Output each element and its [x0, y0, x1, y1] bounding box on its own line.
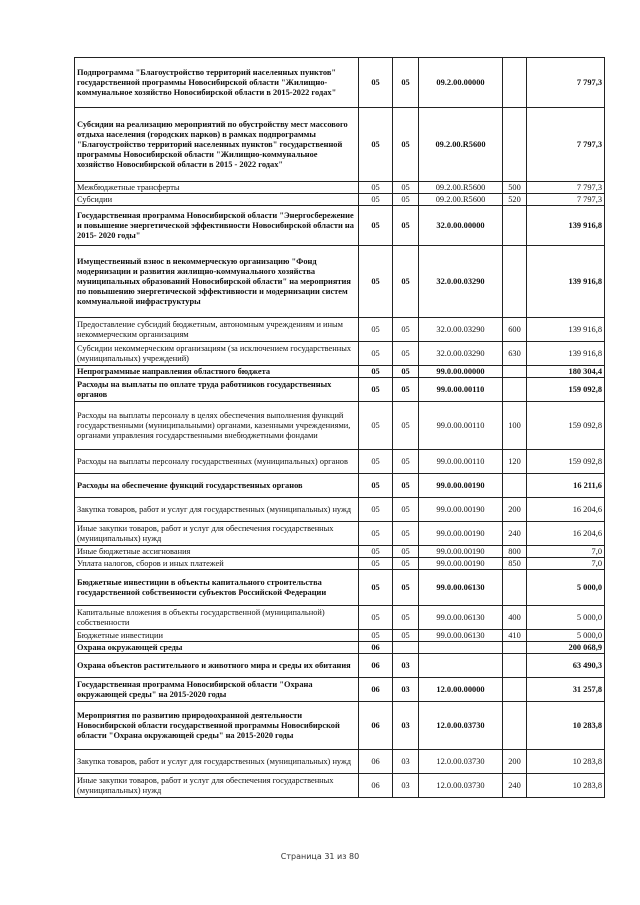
table-row: [75, 206, 605, 246]
row-target-article: 99.0.00.06130: [419, 606, 503, 630]
row-amount: 139 916,8: [527, 318, 605, 342]
row-amount: 16 204,6: [527, 498, 605, 522]
row-amount: 5 000,0: [527, 630, 605, 642]
row-description: Субсидии: [75, 194, 359, 206]
row-section: 06: [359, 642, 393, 654]
row-amount: 180 304,4: [527, 366, 605, 378]
row-subsection: 03: [393, 750, 419, 774]
row-section: 05: [359, 58, 393, 108]
row-subsection: 05: [393, 206, 419, 246]
row-subsection: 05: [393, 58, 419, 108]
row-expense-type: [503, 642, 527, 654]
row-amount: 16 211,6: [527, 474, 605, 498]
row-section: 05: [359, 630, 393, 642]
row-expense-type: [503, 108, 527, 182]
row-target-article: [419, 654, 503, 678]
row-target-article: 32.0.00.03290: [419, 342, 503, 366]
row-description: Бюджетные инвестиции в объекты капитального строительства государственной собственности субъектов Российской Федерации: [75, 570, 359, 606]
row-description: Непрограммные направления областного бюджета: [75, 366, 359, 378]
row-target-article: 12.0.00.03730: [419, 774, 503, 798]
row-target-article: 09.2.00.00000: [419, 58, 503, 108]
table-row: [75, 342, 605, 366]
table-row: [75, 318, 605, 342]
table-row: [75, 108, 605, 182]
row-amount: 16 204,6: [527, 522, 605, 546]
row-target-article: 99.0.00.00190: [419, 498, 503, 522]
row-amount: 200 068,9: [527, 642, 605, 654]
table-row: [75, 774, 605, 798]
row-section: 05: [359, 474, 393, 498]
table-row: [75, 606, 605, 630]
row-amount: 10 283,8: [527, 774, 605, 798]
table-row: [75, 750, 605, 774]
row-amount: 7 797,3: [527, 182, 605, 194]
row-description: Охрана окружающей среды: [75, 642, 359, 654]
row-amount: 7,0: [527, 558, 605, 570]
row-target-article: 09.2.00.R5600: [419, 108, 503, 182]
row-section: 05: [359, 498, 393, 522]
row-expense-type: 240: [503, 522, 527, 546]
row-expense-type: [503, 474, 527, 498]
row-section: 05: [359, 606, 393, 630]
row-expense-type: 630: [503, 342, 527, 366]
row-subsection: 05: [393, 182, 419, 194]
row-amount: 63 490,3: [527, 654, 605, 678]
row-subsection: 05: [393, 108, 419, 182]
budget-table: [74, 57, 605, 798]
row-section: 05: [359, 194, 393, 206]
row-expense-type: [503, 366, 527, 378]
row-target-article: [419, 642, 503, 654]
row-section: 06: [359, 678, 393, 702]
row-expense-type: 120: [503, 450, 527, 474]
row-amount: 139 916,8: [527, 206, 605, 246]
row-target-article: 32.0.00.03290: [419, 246, 503, 318]
row-description: Субсидии на реализацию мероприятий по обустройству мест массового отдыха населения (городских парков) в рамках подпрограммы "Благоустройство территорий населенных пунктов" государственной программы Новосибирской области "Жилищно-коммунальное хозяйство Новосибирской области в 2015 - 2022 годах": [75, 108, 359, 182]
row-description: Бюджетные инвестиции: [75, 630, 359, 642]
table-row: [75, 366, 605, 378]
row-description: Государственная программа Новосибирской области "Охрана окружающей среды" на 2015-2020 годы: [75, 678, 359, 702]
row-description: Уплата налогов, сборов и иных платежей: [75, 558, 359, 570]
row-target-article: 12.0.00.03730: [419, 750, 503, 774]
row-expense-type: 800: [503, 546, 527, 558]
table-row: [75, 58, 605, 108]
row-expense-type: [503, 654, 527, 678]
row-target-article: 99.0.00.00000: [419, 366, 503, 378]
row-section: 05: [359, 318, 393, 342]
row-target-article: 99.0.00.00190: [419, 558, 503, 570]
row-description: Расходы на обеспечение функций государственных органов: [75, 474, 359, 498]
table-row: [75, 546, 605, 558]
table-row: [75, 194, 605, 206]
row-amount: 31 257,8: [527, 678, 605, 702]
row-section: 05: [359, 366, 393, 378]
budget-table-body: [75, 58, 605, 798]
row-description: Подпрограмма "Благоустройство территорий населенных пунктов" государственной программы Новосибирской области "Жилищно-коммунальное хозяйство Новосибирской области в 2015-2022 годах": [75, 58, 359, 108]
row-subsection: 05: [393, 194, 419, 206]
table-row: [75, 246, 605, 318]
table-row: [75, 654, 605, 678]
table-row: [75, 558, 605, 570]
table-row: [75, 522, 605, 546]
row-amount: 139 916,8: [527, 246, 605, 318]
row-amount: 10 283,8: [527, 702, 605, 750]
row-target-article: 32.0.00.03290: [419, 318, 503, 342]
table-row: [75, 570, 605, 606]
row-subsection: 05: [393, 498, 419, 522]
row-section: 06: [359, 750, 393, 774]
row-expense-type: 100: [503, 402, 527, 450]
row-section: 05: [359, 570, 393, 606]
row-description: Имущественный взнос в некоммерческую организацию "Фонд модернизации и развития жилищно-коммунального хозяйства муниципальных образований Новосибирской области" на мероприятия по повышению энергетической эффективности и модернизации систем коммунальной инфраструктуры: [75, 246, 359, 318]
row-amount: 159 092,8: [527, 450, 605, 474]
row-target-article: 99.0.00.00110: [419, 450, 503, 474]
table-row: [75, 378, 605, 402]
row-section: 05: [359, 342, 393, 366]
row-description: Субсидии некоммерческим организациям (за исключением государственных (муниципальных) учреждений): [75, 342, 359, 366]
row-subsection: 03: [393, 702, 419, 750]
row-expense-type: 410: [503, 630, 527, 642]
row-subsection: 05: [393, 546, 419, 558]
table-row: [75, 450, 605, 474]
row-subsection: 05: [393, 570, 419, 606]
row-section: 05: [359, 558, 393, 570]
row-target-article: 12.0.00.00000: [419, 678, 503, 702]
table-row: [75, 498, 605, 522]
row-expense-type: 850: [503, 558, 527, 570]
row-expense-type: [503, 678, 527, 702]
row-description: Расходы на выплаты по оплате труда работников государственных органов: [75, 378, 359, 402]
row-description: Государственная программа Новосибирской области "Энергосбережение и повышение энергетической эффективности Новосибирской области на 2015- 2020 годы": [75, 206, 359, 246]
row-section: 06: [359, 774, 393, 798]
row-expense-type: [503, 58, 527, 108]
row-expense-type: 240: [503, 774, 527, 798]
row-subsection: 05: [393, 342, 419, 366]
row-subsection: 05: [393, 378, 419, 402]
row-description: Иные закупки товаров, работ и услуг для обеспечения государственных (муниципальных) нужд: [75, 774, 359, 798]
row-description: Капитальные вложения в объекты государственной (муниципальной) собственности: [75, 606, 359, 630]
row-target-article: 32.0.00.00000: [419, 206, 503, 246]
row-description: Мероприятия по развитию природоохранной деятельности Новосибирской области государственной программы Новосибирской области "Охрана окружающей среды" на 2015-2020 годы: [75, 702, 359, 750]
row-section: 05: [359, 522, 393, 546]
row-target-article: 99.0.00.06130: [419, 570, 503, 606]
table-row: [75, 642, 605, 654]
row-subsection: 05: [393, 474, 419, 498]
row-amount: 5 000,0: [527, 606, 605, 630]
table-row: [75, 678, 605, 702]
table-row: [75, 702, 605, 750]
row-expense-type: 200: [503, 750, 527, 774]
row-expense-type: 500: [503, 182, 527, 194]
table-row: [75, 402, 605, 450]
row-expense-type: [503, 570, 527, 606]
row-subsection: 05: [393, 450, 419, 474]
table-row: [75, 474, 605, 498]
row-section: 05: [359, 402, 393, 450]
row-target-article: 99.0.00.00190: [419, 474, 503, 498]
row-expense-type: [503, 206, 527, 246]
row-section: 05: [359, 378, 393, 402]
row-description: Расходы на выплаты персоналу в целях обеспечения выполнения функций государственными (муниципальными) органами, казенными учреждениями, органами управления государственными внебюджетными фондами: [75, 402, 359, 450]
row-section: 05: [359, 450, 393, 474]
row-amount: 5 000,0: [527, 570, 605, 606]
row-expense-type: 400: [503, 606, 527, 630]
row-subsection: 05: [393, 630, 419, 642]
table-row: [75, 630, 605, 642]
row-target-article: 09.2.00.R5600: [419, 194, 503, 206]
row-section: 05: [359, 206, 393, 246]
row-section: 05: [359, 108, 393, 182]
row-subsection: 05: [393, 366, 419, 378]
row-description: Иные бюджетные ассигнования: [75, 546, 359, 558]
row-amount: 139 916,8: [527, 342, 605, 366]
row-subsection: 05: [393, 402, 419, 450]
row-target-article: 99.0.00.00110: [419, 402, 503, 450]
row-subsection: 03: [393, 774, 419, 798]
row-section: 05: [359, 546, 393, 558]
row-target-article: 99.0.00.00190: [419, 522, 503, 546]
row-subsection: [393, 642, 419, 654]
row-subsection: 03: [393, 654, 419, 678]
table-row: [75, 182, 605, 194]
row-target-article: 99.0.00.06130: [419, 630, 503, 642]
row-description: Межбюджетные трансферты: [75, 182, 359, 194]
row-amount: 159 092,8: [527, 402, 605, 450]
row-subsection: 05: [393, 606, 419, 630]
row-description: Предоставление субсидий бюджетным, автономным учреждениям и иным некоммерческим организациям: [75, 318, 359, 342]
row-amount: 7 797,3: [527, 108, 605, 182]
row-subsection: 05: [393, 522, 419, 546]
row-subsection: 05: [393, 318, 419, 342]
row-section: 05: [359, 182, 393, 194]
row-description: Охрана объектов растительного и животного мира и среды их обитания: [75, 654, 359, 678]
row-amount: 10 283,8: [527, 750, 605, 774]
row-subsection: 05: [393, 246, 419, 318]
row-description: Закупка товаров, работ и услуг для государственных (муниципальных) нужд: [75, 498, 359, 522]
row-target-article: 09.2.00.R5600: [419, 182, 503, 194]
row-target-article: 99.0.00.00110: [419, 378, 503, 402]
row-section: 05: [359, 246, 393, 318]
row-subsection: 03: [393, 678, 419, 702]
row-expense-type: 600: [503, 318, 527, 342]
row-expense-type: 200: [503, 498, 527, 522]
row-amount: 7 797,3: [527, 194, 605, 206]
row-target-article: 12.0.00.03730: [419, 702, 503, 750]
row-amount: 7,0: [527, 546, 605, 558]
row-target-article: 99.0.00.00190: [419, 546, 503, 558]
row-expense-type: [503, 378, 527, 402]
row-section: 06: [359, 654, 393, 678]
row-amount: 159 092,8: [527, 378, 605, 402]
row-expense-type: 520: [503, 194, 527, 206]
row-subsection: 05: [393, 558, 419, 570]
row-description: Расходы на выплаты персоналу государственных (муниципальных) органов: [75, 450, 359, 474]
row-expense-type: [503, 246, 527, 318]
row-amount: 7 797,3: [527, 58, 605, 108]
row-description: Иные закупки товаров, работ и услуг для обеспечения государственных (муниципальных) нужд: [75, 522, 359, 546]
row-expense-type: [503, 702, 527, 750]
page-footer: Страница 31 из 80: [280, 852, 360, 861]
row-section: 06: [359, 702, 393, 750]
row-description: Закупка товаров, работ и услуг для государственных (муниципальных) нужд: [75, 750, 359, 774]
